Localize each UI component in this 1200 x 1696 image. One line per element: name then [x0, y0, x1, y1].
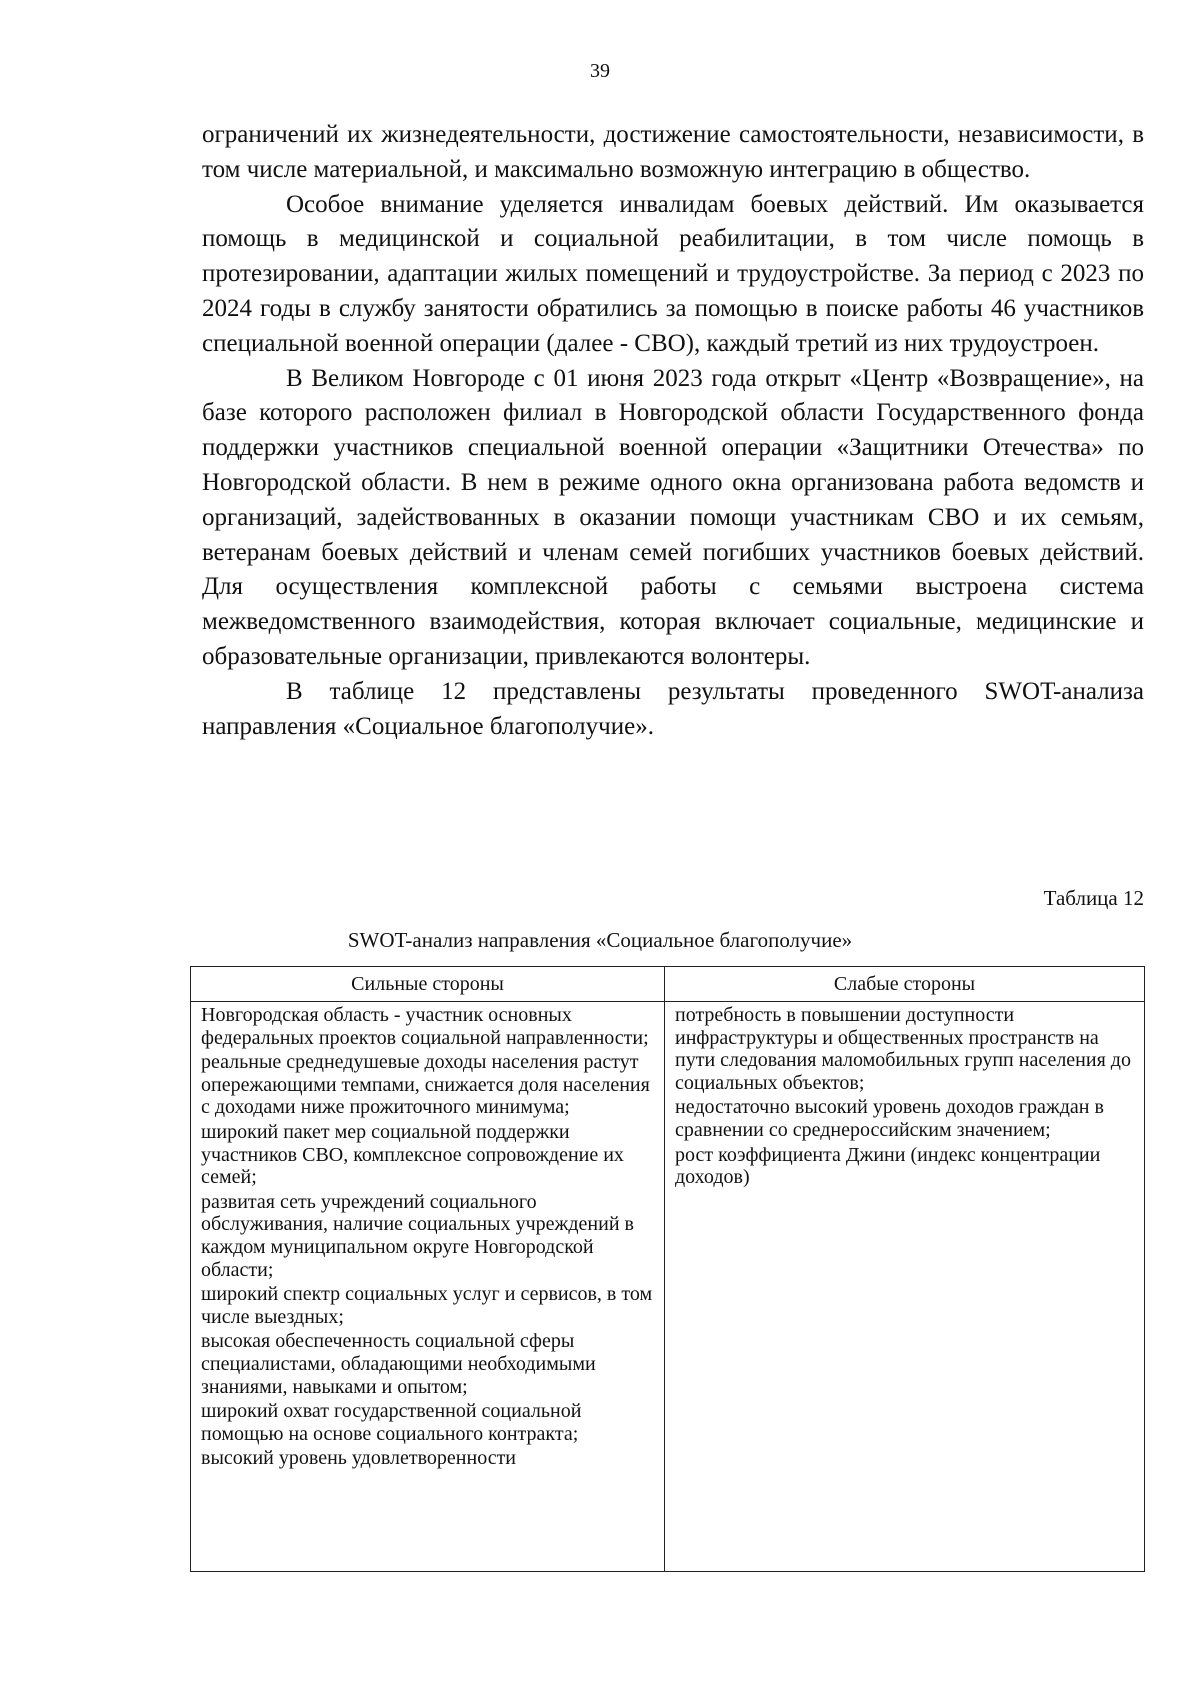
strength-item: развитая сеть учреждений социального обслуживания, наличие социальных учреждений в каждом муниципальном округе Новгородской области; [201, 1190, 634, 1281]
body-text [202, 118, 1144, 744]
weakness-item: рост коэффициента Джини (индекс концентрации доходов) [675, 1143, 1101, 1189]
strength-item: широкий спектр социальных услуг и сервисов, в том числе выездных; [201, 1283, 653, 1328]
strengths-header: Сильные стороны [191, 967, 665, 1002]
strengths-cell [191, 1002, 665, 1572]
strength-item: реальные среднедушевые доходы населения растут опережающими темпами, снижается доля населения с доходами ниже прожиточного минимума; [201, 1051, 650, 1119]
table-title: SWOT-анализ направления «Социальное благополучие» [347, 928, 853, 952]
strength-item: широкий пакет мер социальной поддержки участников СВО, комплексное сопровождение их семей; [201, 1120, 624, 1189]
weakness-item: недостаточно высокий уровень доходов граждан в сравнении со среднероссийским значением; [675, 1096, 1104, 1141]
strength-item: высокий уровень удовлетворенности [201, 1447, 517, 1470]
paragraph: ограничений их жизнедеятельности, достижение самостоятельности, независимости, в том числе материальной, и максимально возможную интеграцию в общество. [202, 121, 1144, 183]
paragraph: Особое внимание уделяется инвалидам боевых действий. Им оказывается помощь в медицинской и социальной реабилитации, в том числе помощь в протезировании, адаптации жилых помещений и трудоустройстве. За период с 2023 по 2024 годы в службу занятости обратились за помощью в поиске работы 46 участников специальной военной операции (далее - СВО), каждый третий из них трудоустроен. [202, 190, 1144, 357]
swot-table [190, 966, 1145, 1572]
weaknesses-header: Слабые стороны [665, 967, 1145, 1002]
paragraph: В Великом Новгороде с 01 июня 2023 года открыт «Центр «Возвращение», на базе которого расположен филиал в Новгородской области Государственного фонда поддержки участников специальной военной операции «Защитники Отечества» по Новгородской области. В нем в режиме одного окна организована работа ведомств и организаций, задействованных в оказании помощи участникам СВО и их семьям, ветеранам боевых действий и членам семей погибших участников боевых действий. Для осуществления комплексной работы с семьями выстроена система межведомственного взаимодействия, которая включает социальные, медицинские и образовательные организации, привлекаются волонтеры. [202, 364, 1144, 670]
strength-item: высокая обеспеченность социальной сферы специалистами, обладающими необходимыми знаниями, навыками и опытом; [201, 1330, 596, 1398]
paragraph: В таблице 12 представлены результаты проведенного SWOT-анализа направления «Социальное благополучие». [202, 677, 1144, 740]
table-row [191, 1002, 1145, 1572]
table-header-row [191, 967, 1145, 1002]
weakness-item: потребность в повышении доступности инфраструктуры и общественных пространств на пути следования маломобильных групп населения до социальных объектов; [675, 1004, 1131, 1094]
strength-item: широкий охват государственной социальной помощью на основе социального контракта; [201, 1400, 582, 1445]
table-label: Таблица 12 [1043, 886, 1144, 910]
strength-item: Новгородская область - участник основных федеральных проектов социальной направленности; [201, 1004, 649, 1049]
weaknesses-cell [665, 1002, 1145, 1572]
page-number: 39 [590, 60, 610, 82]
